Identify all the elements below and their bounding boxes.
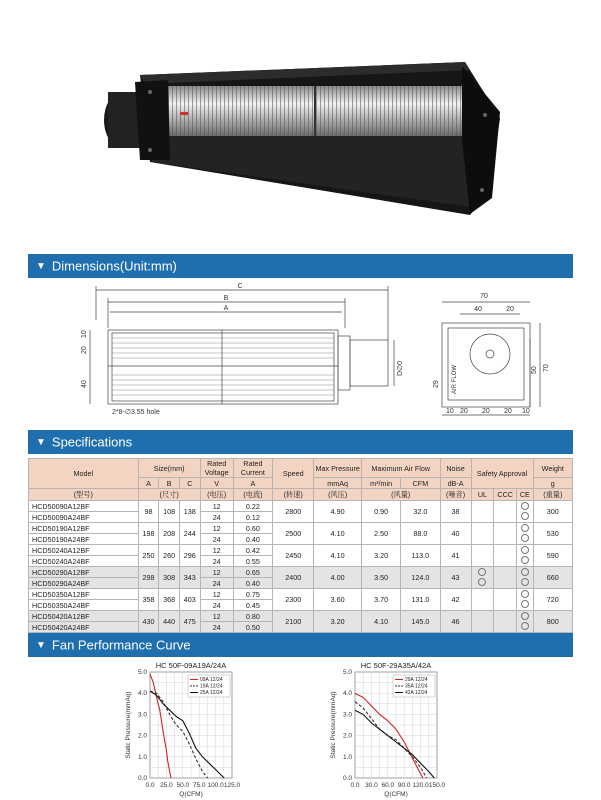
voltage-cell: 12 bbox=[200, 567, 233, 578]
hdr-g: g bbox=[533, 478, 572, 489]
cfm-cell: 145.0 bbox=[401, 611, 440, 633]
ce-cell bbox=[517, 501, 534, 523]
x-axis-label: Q(CFM) bbox=[384, 791, 408, 798]
y-tick-label: 1.0 bbox=[137, 753, 147, 761]
curve-banner bbox=[28, 633, 573, 657]
hdr-model: Model bbox=[29, 459, 139, 489]
side-70v-label: 70 bbox=[543, 364, 550, 372]
size-b-cell: 308 bbox=[159, 567, 180, 589]
ce-circle-icon bbox=[521, 612, 529, 620]
bottom-dim-1: 10 bbox=[446, 408, 454, 415]
hdr-c: C bbox=[179, 478, 200, 489]
dim-20-label: 20 bbox=[81, 346, 88, 354]
side-20-label: 20 bbox=[506, 306, 514, 313]
size-b-cell: 208 bbox=[159, 523, 180, 545]
dimension-drawing bbox=[0, 280, 601, 420]
size-c-cell: 475 bbox=[179, 611, 200, 633]
hdr-ccc: CCC bbox=[494, 489, 517, 501]
dim-40-label: 40 bbox=[81, 380, 88, 388]
bottom-dim-4: 20 bbox=[504, 408, 512, 415]
rpm-cell: 2800 bbox=[273, 501, 314, 523]
model-cell: HCD50420A12BF bbox=[29, 611, 139, 622]
model-cell: HCD50350A24BF bbox=[29, 600, 139, 611]
model-cell: HCD50240A12BF bbox=[29, 545, 139, 556]
cfm-cell: 32.0 bbox=[401, 501, 440, 523]
bottom-dim-3: 20 bbox=[482, 408, 490, 415]
size-c-cell: 403 bbox=[179, 589, 200, 611]
y-tick-label: 3.0 bbox=[342, 711, 352, 719]
ce-circle-icon bbox=[521, 534, 529, 542]
weight-cell: 300 bbox=[533, 501, 572, 523]
ul-cell bbox=[471, 523, 494, 545]
airflow-label: AIR FLOW bbox=[452, 364, 458, 394]
m3-cell: 4.10 bbox=[361, 611, 400, 633]
voltage-cell: 24 bbox=[200, 512, 233, 523]
fan-curve-chart-2 bbox=[315, 660, 490, 800]
current-cell: 0.60 bbox=[233, 523, 272, 534]
diameter-label: D∅0 bbox=[397, 360, 404, 376]
bottom-dim-5: 10 bbox=[522, 408, 530, 415]
pressure-cell: 3.60 bbox=[314, 589, 362, 611]
noise-cell: 41 bbox=[440, 545, 471, 567]
x-axis-label: Q(CFM) bbox=[179, 791, 203, 798]
ce-cell bbox=[517, 545, 534, 567]
ce-circle-icon bbox=[521, 622, 529, 630]
ce-circle-icon bbox=[521, 524, 529, 532]
triangle-down-icon: ▼ bbox=[36, 639, 46, 651]
hdr-dba: dB-A bbox=[440, 478, 471, 489]
ul-cell bbox=[471, 567, 494, 589]
ce-circle-icon bbox=[521, 512, 529, 520]
rpm-cell: 2300 bbox=[273, 589, 314, 611]
hdr-v: V bbox=[200, 478, 233, 489]
x-tick-label: 125.0 bbox=[223, 782, 241, 789]
ce-circle-icon bbox=[521, 568, 529, 576]
y-tick-label: 3.0 bbox=[137, 711, 147, 719]
current-cell: 0.55 bbox=[233, 556, 272, 567]
ce-circle-icon bbox=[521, 546, 529, 554]
dim-a-label: A bbox=[223, 305, 229, 312]
ccc-cell bbox=[494, 611, 517, 633]
hdr-ul: UL bbox=[471, 489, 494, 501]
triangle-down-icon: ▼ bbox=[36, 260, 46, 272]
ce-cell bbox=[517, 567, 534, 589]
hdr-cfm: CFM bbox=[401, 478, 440, 489]
legend-label: 29A 12/24 bbox=[405, 677, 428, 683]
pressure-cell: 4.10 bbox=[314, 523, 362, 545]
model-cell: HCD50350A12BF bbox=[29, 589, 139, 600]
cfm-cell: 124.0 bbox=[401, 567, 440, 589]
model-cell: HCD50240A24BF bbox=[29, 556, 139, 567]
x-tick-label: 120.0 bbox=[412, 782, 429, 789]
ce-cell bbox=[517, 589, 534, 611]
y-tick-label: 5.0 bbox=[137, 669, 147, 676]
side-29-label: 29 bbox=[433, 380, 440, 388]
voltage-cell: 24 bbox=[200, 556, 233, 567]
x-tick-label: 90.0 bbox=[397, 782, 411, 789]
y-axis-label: Static Pressure(mmAq) bbox=[125, 691, 132, 759]
cfm-cell: 88.0 bbox=[401, 523, 440, 545]
m3-cell: 3.20 bbox=[361, 545, 400, 567]
size-b-cell: 368 bbox=[159, 589, 180, 611]
side-70-label: 70 bbox=[480, 293, 488, 300]
m3-cell: 2.50 bbox=[361, 523, 400, 545]
voltage-cell: 12 bbox=[200, 501, 233, 512]
voltage-cell: 24 bbox=[200, 578, 233, 589]
dimensions-title: Dimensions(Unit:mm) bbox=[51, 258, 177, 274]
model-cell: HCD50090A24BF bbox=[29, 512, 139, 523]
hdr-ce: CE bbox=[517, 489, 534, 501]
y-tick-label: 0.0 bbox=[137, 775, 147, 782]
x-tick-label: 0.0 bbox=[350, 782, 360, 789]
model-cell: HCD50290A24BF bbox=[29, 578, 139, 589]
hdr-weight-cn: (重量) bbox=[533, 489, 572, 501]
pressure-cell: 4.90 bbox=[314, 501, 362, 523]
model-cell: HCD50290A12BF bbox=[29, 567, 139, 578]
side-50-label: 50 bbox=[531, 366, 538, 374]
hdr-press-cn: (风压) bbox=[314, 489, 362, 501]
pressure-cell: 3.20 bbox=[314, 611, 362, 633]
ce-circle-icon bbox=[521, 590, 529, 598]
ce-cell bbox=[517, 611, 534, 633]
bottom-dim-2: 20 bbox=[460, 408, 468, 415]
ce-circle-icon bbox=[521, 600, 529, 608]
hdr-max-airflow: Maximum Air Flow bbox=[361, 459, 440, 478]
x-tick-label: 150.0 bbox=[428, 782, 446, 789]
voltage-cell: 12 bbox=[200, 523, 233, 534]
voltage-cell: 12 bbox=[200, 589, 233, 600]
x-tick-label: 60.0 bbox=[381, 782, 395, 789]
weight-cell: 800 bbox=[533, 611, 572, 633]
ccc-cell bbox=[494, 501, 517, 523]
hdr-rated-voltage: Rated Voltage bbox=[200, 459, 233, 478]
hdr-size: Size(mm) bbox=[138, 459, 200, 478]
current-cell: 0.40 bbox=[233, 534, 272, 545]
hdr-a: A bbox=[138, 478, 159, 489]
legend-label: 35A 12/24 bbox=[405, 683, 428, 690]
legend-label: 09A 12/24 bbox=[200, 677, 223, 683]
ce-circle-icon bbox=[521, 502, 529, 510]
ul-cell bbox=[471, 589, 494, 611]
ccc-cell bbox=[494, 523, 517, 545]
ccc-cell bbox=[494, 589, 517, 611]
size-a-cell: 98 bbox=[138, 501, 159, 523]
dimensions-banner bbox=[28, 254, 573, 278]
y-tick-label: 2.0 bbox=[342, 732, 352, 740]
product-photo bbox=[0, 0, 601, 250]
y-tick-label: 2.0 bbox=[137, 732, 147, 740]
model-cell: HCD50420A24BF bbox=[29, 622, 139, 633]
m3-cell: 3.50 bbox=[361, 567, 400, 589]
side-40-label: 40 bbox=[474, 306, 482, 313]
hdr-safety: Safety Approval bbox=[471, 459, 533, 489]
legend-label: 42A 12/24 bbox=[405, 690, 428, 696]
legend-label: 19A 12/24 bbox=[200, 683, 223, 690]
ul-cell bbox=[471, 501, 494, 523]
x-tick-label: 0.0 bbox=[145, 782, 155, 789]
triangle-down-icon: ▼ bbox=[36, 436, 46, 448]
size-a-cell: 298 bbox=[138, 567, 159, 589]
weight-cell: 720 bbox=[533, 589, 572, 611]
x-tick-label: 100.0 bbox=[207, 782, 224, 789]
size-c-cell: 343 bbox=[179, 567, 200, 589]
ul-cell bbox=[471, 611, 494, 633]
current-cell: 0.50 bbox=[233, 622, 272, 633]
specifications-table bbox=[28, 458, 573, 633]
hdr-flow-cn: (风量) bbox=[361, 489, 440, 501]
hdr-volt-cn: (电压) bbox=[200, 489, 233, 501]
hdr-noise-cn: (噪音) bbox=[440, 489, 471, 501]
size-c-cell: 244 bbox=[179, 523, 200, 545]
hdr-model-cn: (型号) bbox=[29, 489, 139, 501]
size-a-cell: 198 bbox=[138, 523, 159, 545]
ul-circle-icon bbox=[478, 578, 486, 586]
hdr-b: B bbox=[159, 478, 180, 489]
hdr-weight: Weight bbox=[533, 459, 572, 478]
voltage-cell: 24 bbox=[200, 600, 233, 611]
chart-title: HC 50F-09A19A/24A bbox=[155, 661, 227, 670]
hdr-m3: m³/min bbox=[361, 478, 400, 489]
dim-c-label: C bbox=[237, 283, 243, 290]
specifications-title: Specifications bbox=[51, 434, 133, 450]
x-tick-label: 25.0 bbox=[160, 782, 173, 789]
y-tick-label: 5.0 bbox=[342, 669, 352, 676]
current-cell: 0.65 bbox=[233, 567, 272, 578]
ce-circle-icon bbox=[521, 578, 529, 586]
current-cell: 0.80 bbox=[233, 611, 272, 622]
ce-circle-icon bbox=[521, 556, 529, 564]
noise-cell: 42 bbox=[440, 589, 471, 611]
noise-cell: 43 bbox=[440, 567, 471, 589]
hdr-max-pressure: Max Pressure bbox=[314, 459, 362, 478]
m3-cell: 3.70 bbox=[361, 589, 400, 611]
size-c-cell: 296 bbox=[179, 545, 200, 567]
hdr-curr-cn: (电流) bbox=[233, 489, 272, 501]
x-tick-label: 30.0 bbox=[365, 782, 378, 789]
model-cell: HCD50190A24BF bbox=[29, 534, 139, 545]
rpm-cell: 2400 bbox=[273, 567, 314, 589]
y-tick-label: 4.0 bbox=[342, 690, 352, 698]
curve-title: Fan Performance Curve bbox=[51, 637, 191, 653]
current-cell: 0.40 bbox=[233, 578, 272, 589]
ul-cell bbox=[471, 545, 494, 567]
voltage-cell: 12 bbox=[200, 611, 233, 622]
ul-circle-icon bbox=[478, 568, 486, 576]
model-cell: HCD50090A12BF bbox=[29, 501, 139, 512]
hdr-speed: Speed bbox=[273, 459, 314, 489]
y-tick-label: 0.0 bbox=[342, 775, 352, 782]
size-b-cell: 260 bbox=[159, 545, 180, 567]
cfm-cell: 131.0 bbox=[401, 589, 440, 611]
hdr-mmaq: mmAq bbox=[314, 478, 362, 489]
hdr-amp: A bbox=[233, 478, 272, 489]
fan-curve-chart-1 bbox=[110, 660, 280, 800]
voltage-cell: 24 bbox=[200, 534, 233, 545]
noise-cell: 38 bbox=[440, 501, 471, 523]
model-cell: HCD50190A12BF bbox=[29, 523, 139, 534]
dim-b-label: B bbox=[223, 295, 229, 302]
y-axis-label: Static Pressure(mmAq) bbox=[330, 691, 337, 759]
voltage-cell: 12 bbox=[200, 545, 233, 556]
y-tick-label: 1.0 bbox=[342, 753, 352, 761]
size-a-cell: 358 bbox=[138, 589, 159, 611]
m3-cell: 0.90 bbox=[361, 501, 400, 523]
x-tick-label: 75.0 bbox=[192, 782, 206, 789]
pressure-cell: 4.10 bbox=[314, 545, 362, 567]
rpm-cell: 2100 bbox=[273, 611, 314, 633]
weight-cell: 590 bbox=[533, 545, 572, 567]
size-a-cell: 430 bbox=[138, 611, 159, 633]
noise-cell: 40 bbox=[440, 523, 471, 545]
noise-cell: 46 bbox=[440, 611, 471, 633]
legend-label: 25A 12/24 bbox=[200, 690, 223, 696]
current-cell: 0.42 bbox=[233, 545, 272, 556]
hole-note: 2*8-∅3.55 hole bbox=[112, 409, 160, 416]
size-b-cell: 108 bbox=[159, 501, 180, 523]
current-cell: 0.12 bbox=[233, 512, 272, 523]
weight-cell: 530 bbox=[533, 523, 572, 545]
specifications-banner bbox=[28, 430, 573, 454]
x-tick-label: 50.0 bbox=[176, 782, 190, 789]
current-cell: 0.22 bbox=[233, 501, 272, 512]
hdr-rated-current: Rated Current bbox=[233, 459, 272, 478]
pressure-cell: 4.00 bbox=[314, 567, 362, 589]
ce-cell bbox=[517, 523, 534, 545]
size-a-cell: 250 bbox=[138, 545, 159, 567]
current-cell: 0.45 bbox=[233, 600, 272, 611]
hdr-speed-cn: (转速) bbox=[273, 489, 314, 501]
dim-10-label: 10 bbox=[81, 330, 88, 338]
rpm-cell: 2500 bbox=[273, 523, 314, 545]
rpm-cell: 2450 bbox=[273, 545, 314, 567]
cfm-cell: 113.0 bbox=[401, 545, 440, 567]
chart-title: HC 50F-29A35A/42A bbox=[360, 661, 432, 670]
ccc-cell bbox=[494, 567, 517, 589]
current-cell: 0.75 bbox=[233, 589, 272, 600]
size-b-cell: 440 bbox=[159, 611, 180, 633]
ccc-cell bbox=[494, 545, 517, 567]
y-tick-label: 4.0 bbox=[137, 690, 147, 698]
voltage-cell: 24 bbox=[200, 622, 233, 633]
hdr-noise: Noise bbox=[440, 459, 471, 478]
size-c-cell: 138 bbox=[179, 501, 200, 523]
hdr-size-cn: (尺寸) bbox=[138, 489, 200, 501]
weight-cell: 660 bbox=[533, 567, 572, 589]
